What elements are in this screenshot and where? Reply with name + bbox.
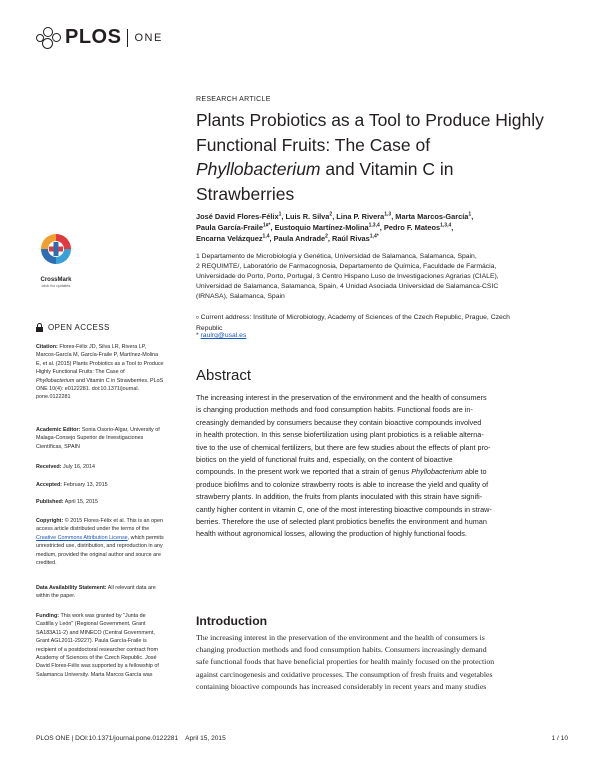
accepted-date: Accepted: February 13, 2015 — [36, 482, 108, 488]
abstract-body: The increasing interest in the preservation of the environment and the health of consumers is changing production methods and food consumption habits. Functional foods are in- creasingly demanded by consumers because they contain bioactive compounds involved in health protection. In this sense biofertilization using plant probiotics is a reliable alterna- tive to the use of chemical fertilizers, but there are few studies about the effects of plant pro- biotics on the yield of functional fruits and, especially, on the content of bioactive compounds. In the present work we reported that a strain of genus Phyllobacterium able to produce biofilms and to colonize strawberry roots is able to increase the yield and quality of strawberry plants. In addition, the fruits from plants inoculated with this strain have signifi- cantly higher content in vitamin C, one of the most interesting bioactive compounds in straw- berries. Therefore the use of selected plant probiotics benefits the environment and human health without agronomical losses, allowing the production of highly functional foods. — [196, 393, 492, 539]
crossmark-sublabel: click for updates — [41, 283, 71, 288]
author[interactable]: Lina P. Rivera — [336, 212, 385, 221]
plos-dots-icon — [36, 27, 62, 49]
logo-divider — [127, 29, 128, 47]
crossmark-badge[interactable] — [34, 232, 78, 288]
footer-doi: PLOS ONE | DOI:10.1371/journal.pone.0122281 April 15, 2015 — [36, 735, 226, 742]
open-lock-icon — [36, 323, 43, 332]
current-address: ¤ Current address: Institute of Microbiology, Academy of Sciences of the Czech Republic, Prague, Czech Republic — [196, 314, 510, 332]
copyright-block: Copyright: © 2015 Flores-Félix et al. This is an open access article distributed under the terms of the Creative Commons Attribution License, which permits unrestricted use, distribution, and reproduction in any medium, provided the original author and source are credited. — [36, 518, 164, 567]
brand-name: PLOS — [65, 26, 122, 48]
email-link[interactable]: raulrg@usal.es — [200, 332, 247, 339]
author[interactable]: Marta Marcos-García — [395, 212, 469, 221]
author[interactable]: Paula Andrade — [273, 233, 326, 243]
author[interactable]: Eustoquio Martínez-Molina — [274, 222, 369, 232]
author[interactable]: Luis R. Silva — [285, 212, 330, 221]
crossmark-label: CrossMark — [40, 277, 72, 283]
journal-logo[interactable] — [36, 26, 163, 49]
author[interactable]: Paula García-Fraile — [196, 222, 263, 232]
funding-block: Funding: This work was granted by "Junta de Castilla y León" (Regional Government, Grant SA183A11-2) and MINECO (Central Government, Grant AGL2011-29227). Paula García-Fraile is recipient of a postdoctoral researcher contract from Academy of Sciences of the Czech Republic. José David Flores-Félix was supported by a fellowship of Salamanca University. Marta Marcos García was — [36, 613, 159, 678]
open-access-badge — [36, 323, 110, 332]
crossmark-icon — [39, 232, 73, 272]
introduction-body: The increasing interest in the preservation of the environment and the health of consumers is changing production methods and food consumption habits. Consumers increasingly demand safe functional foods that have beneficial properties for health mainly focused on the protection against carcinogenesis and oxidative processes. The consumption of fresh fruits and vegetables containing bioactive compounds has increased considerably in recent years and many studies — [196, 633, 495, 691]
article-title: Plants Probiotics as a Tool to Produce Highly Functional Fruits: The Case of Phyllobacterium and Vitamin C in Strawberries — [196, 110, 544, 204]
citation-block: Citation: Flores-Félix JD, Silva LR, Rivera LP, Marcos-García M, García-Fraile P, Martínez-Molina E, et al. (2015) Plants Probiotics as a Tool to Produce Highly Functional Fruits: The Case of Phyllobacterium and Vitamin C in Strawberries. PLoS ONE 10(4): e0122281. doi:10.1371/journal. pone.0122281 — [36, 344, 164, 401]
introduction-heading: Introduction — [196, 614, 268, 628]
article-type: RESEARCH ARTICLE — [196, 96, 271, 103]
license-link[interactable]: Creative Commons Attribution License — [36, 534, 128, 541]
open-access-label: OPEN ACCESS — [48, 323, 110, 332]
author[interactable]: Raúl Rivas — [331, 233, 370, 243]
journal-name: ONE — [134, 31, 163, 44]
data-availability-block: Data Availability Statement: All relevant data are within the paper. — [36, 585, 156, 600]
published-date: Published: April 15, 2015 — [36, 499, 99, 505]
page-number: 1 / 10 — [551, 735, 568, 742]
author-list: José David Flores-Félix$^1$, Luis R. Silva$^2$, Lina P. Rivera$^{1,3}$, Marta Marcos-García$^1$, Paula García-Fraile$^{1¤*}$, Eustoquio Martínez-Molina$^{1,3,4}$, Pedro F. Mateos$^{1,3,4}$, Encarna Velázquez$^{1,4}$, Paula Andrade$^2$, Raúl Rivas$^{1,4*}$ — [196, 211, 474, 243]
received-date: Received: July 16, 2014 — [36, 464, 96, 470]
correspondence: * raulrg@usal.es — [196, 332, 247, 339]
academic-editor-block: Academic Editor: Sonia Osorio-Algar, University of Malaga-Consejo Superior de Investigaciones Científicas, SPAIN — [36, 427, 160, 450]
abstract-heading: Abstract — [196, 367, 252, 384]
author[interactable]: José David Flores-Félix — [196, 212, 279, 221]
author[interactable]: Encarna Velázquez — [196, 233, 263, 243]
affiliations: 1 Departamento de Microbiología y Genética, Universidad de Salamanca, Salamanca, Spain, 2 REQUIMTE/, Laboratório de Farmacognosia, Departamento de Química, Faculdade de Farmácia, Universidade do Porto, Porto, Portugal, 3 Centro Hispano Luso de Investigaciones Agrarias (CIALE), Universidad de Salamanca, Salamanca, Spain, 4 Unidad Asociada Universidad de Salamanca-CSIC (IRNASA), Salamanca, Spain — [196, 253, 499, 300]
author[interactable]: Pedro F. Mateos — [383, 222, 441, 232]
